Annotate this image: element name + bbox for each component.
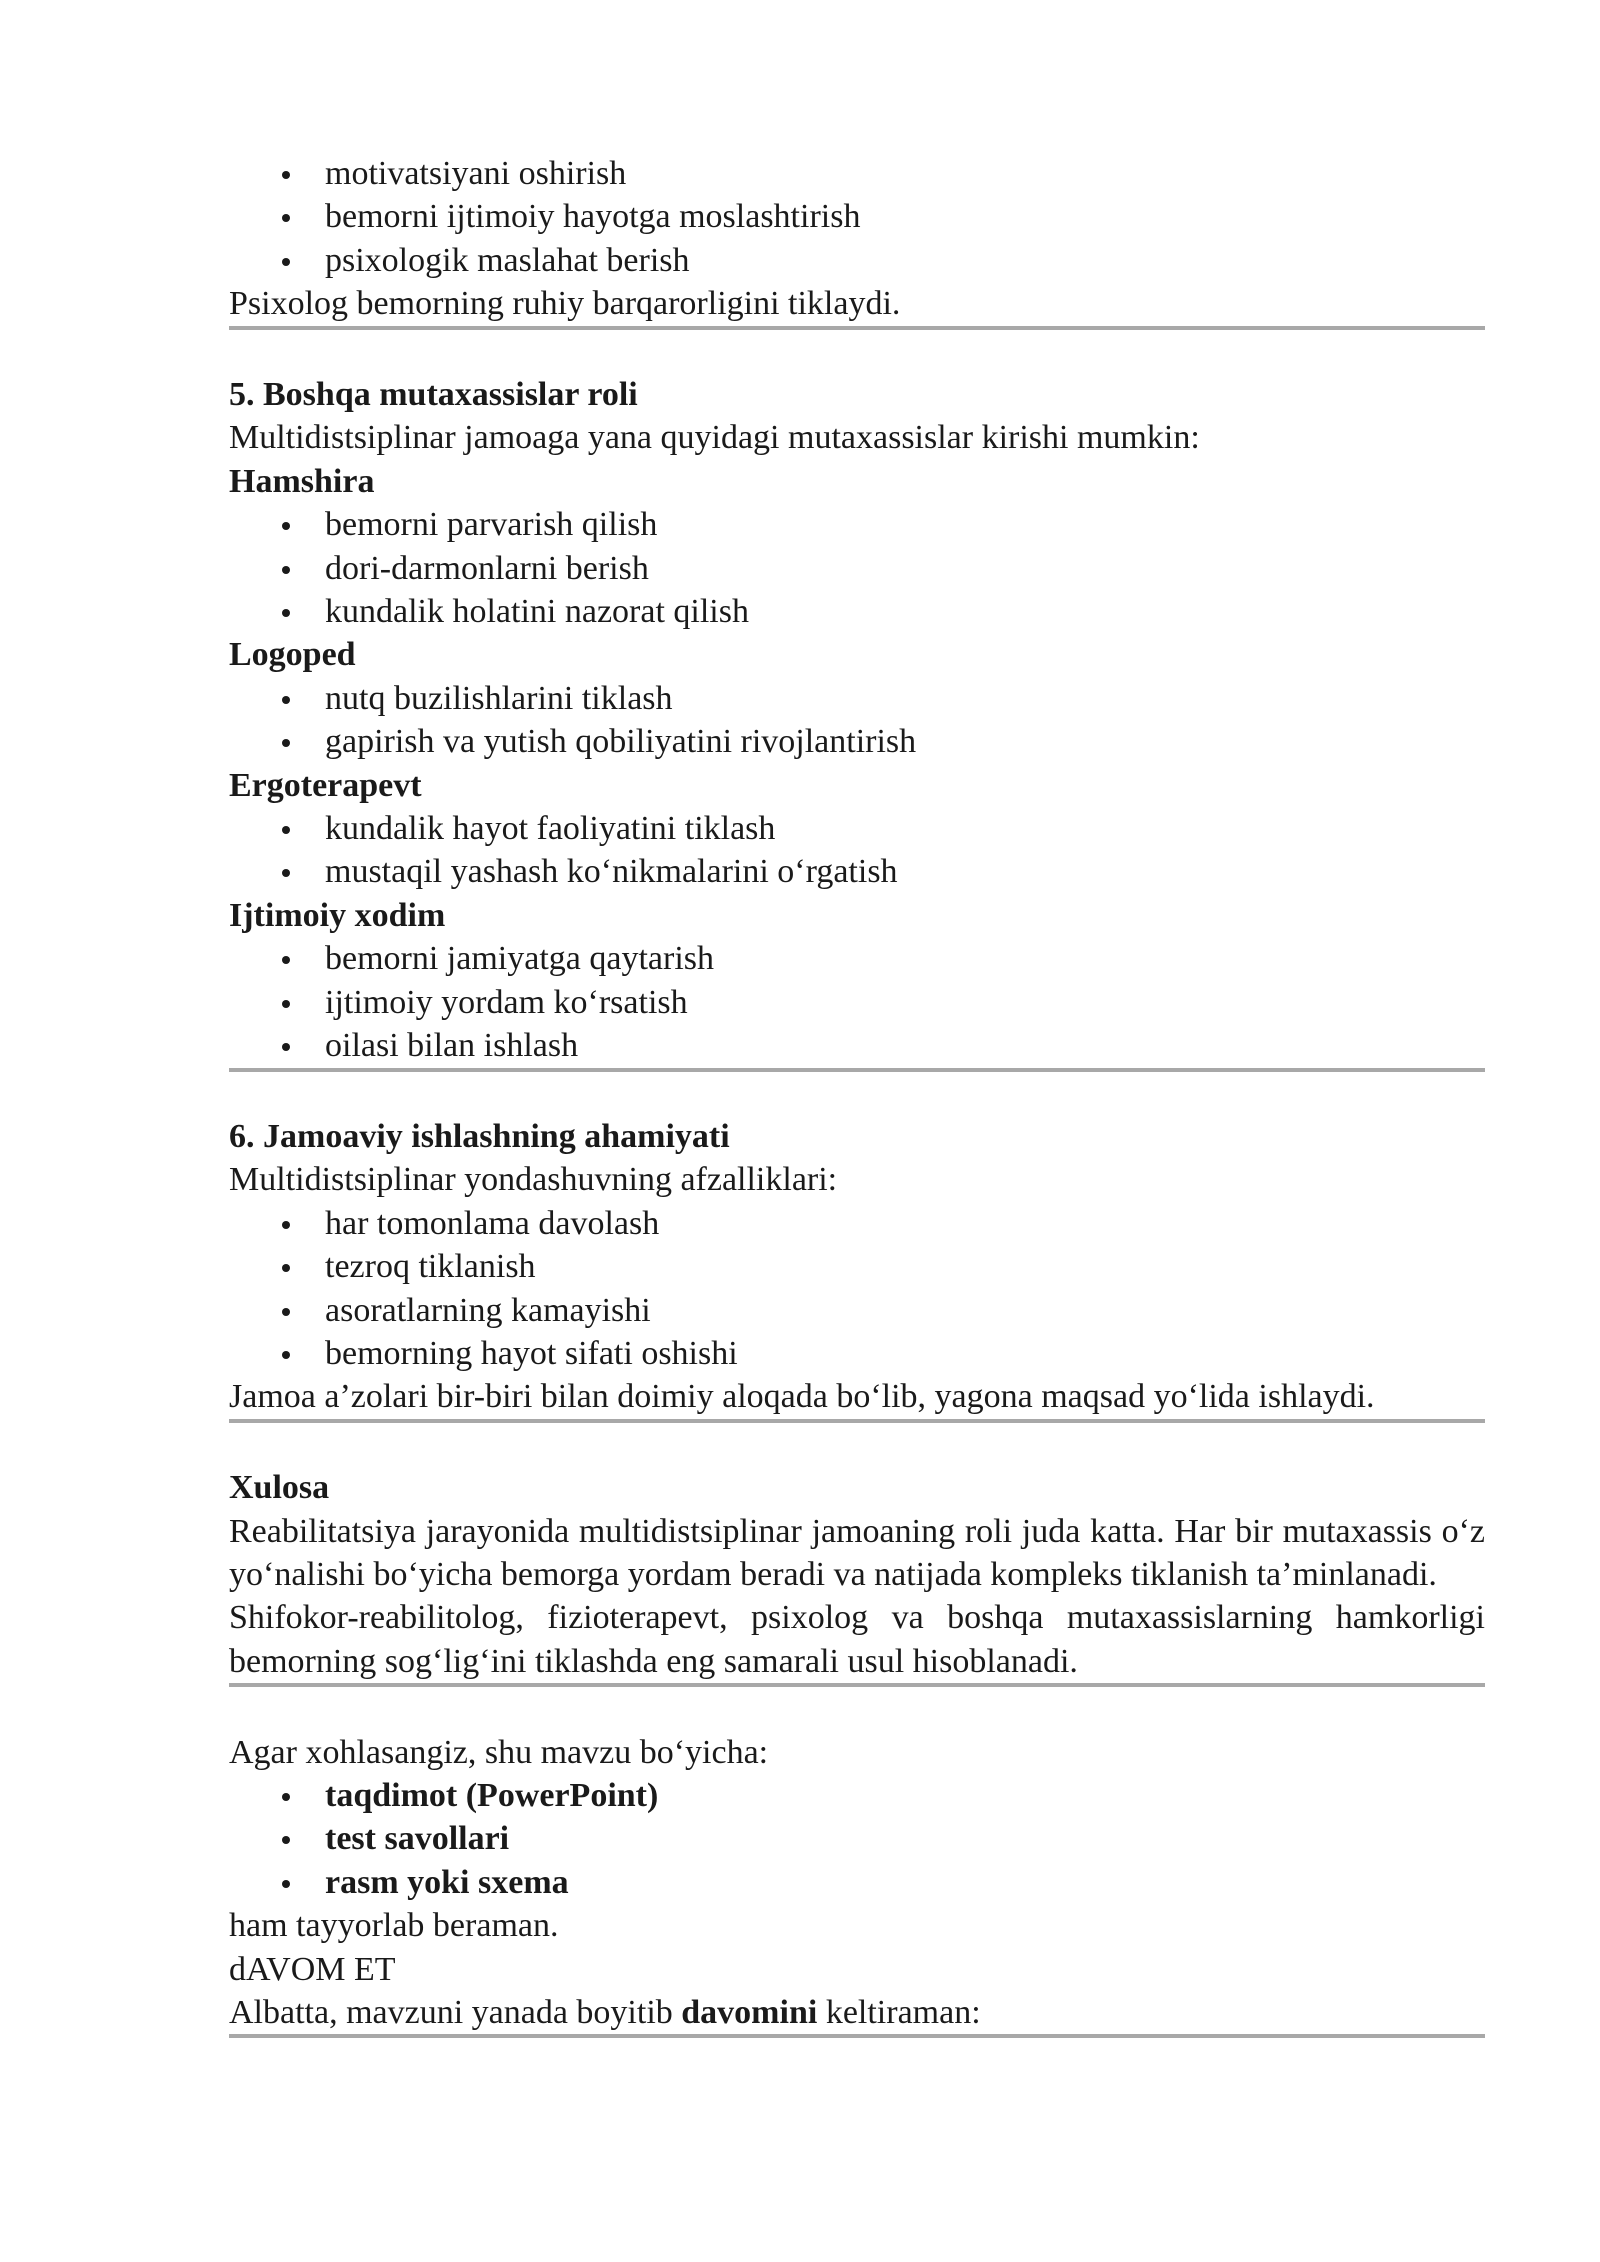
- list-item: kundalik hayot faoliyatini tiklash: [325, 807, 1485, 850]
- list-item: dori-darmonlarni berish: [325, 547, 1485, 590]
- list-item: bemorni jamiyatga qaytarish: [325, 937, 1485, 980]
- list-item: asoratlarning kamayishi: [325, 1289, 1485, 1332]
- list-item: motivatsiyani oshirish: [325, 152, 1485, 195]
- intro-summary: Psixolog bemorning ruhiy barqarorligini tiklaydi.: [229, 285, 901, 323]
- section-divider: [229, 2034, 1485, 2038]
- offer-intro: Agar xohlasangiz, shu mavzu bo‘yicha:: [229, 1733, 769, 1771]
- list-item: bemorning hayot sifati oshishi: [325, 1332, 1485, 1375]
- list-item: psixologik maslahat berish: [325, 239, 1485, 282]
- list-item: bemorni ijtimoiy hayotga moslashtirish: [325, 195, 1485, 238]
- list-item: har tomonlama davolash: [325, 1202, 1485, 1245]
- group-title-hamshira: Hamshira: [229, 462, 375, 500]
- group-title-ergoterapevt: Ergoterapevt: [229, 766, 422, 804]
- hamshira-list: [229, 503, 1485, 633]
- section-divider: [229, 1068, 1485, 1072]
- section6-intro: Multidistsiplinar yondashuvning afzalliklari:: [229, 1161, 838, 1199]
- section6-heading: 6. Jamoaviy ishlashning ahamiyati: [229, 1117, 730, 1155]
- list-item: mustaqil yashash ko‘nikmalarini o‘rgatish: [325, 850, 1485, 893]
- logoped-list: [229, 677, 1485, 764]
- offer-list: [229, 1774, 1485, 1904]
- ergoterapevt-list: [229, 807, 1485, 894]
- continue-prompt: dAVOM ET: [229, 1950, 396, 1988]
- list-item: test savollari: [325, 1817, 1485, 1860]
- section6-list: [229, 1202, 1485, 1376]
- section5-heading: 5. Boshqa mutaxassislar roli: [229, 376, 638, 414]
- final-line-bold: davomini: [681, 1994, 818, 2031]
- final-line-start: Albatta, mavzuni yanada boyitib: [229, 1994, 682, 2031]
- document-page: [229, 152, 1485, 2082]
- group-title-ijtimoiy-xodim: Ijtimoiy xodim: [229, 896, 446, 934]
- final-line: [229, 1991, 1485, 2034]
- intro-bullet-list: [229, 152, 1485, 282]
- list-item: oilasi bilan ishlash: [325, 1024, 1485, 1067]
- offer-outro: ham tayyorlab beraman.: [229, 1907, 559, 1945]
- list-item: bemorni parvarish qilish: [325, 503, 1485, 546]
- conclusion-heading: Xulosa: [229, 1469, 330, 1507]
- list-item: gapirish va yutish qobiliyatini rivojlantirish: [325, 720, 1485, 763]
- conclusion-paragraph-1: Reabilitatsiya jarayonida multidistsiplinar jamoaning roli juda katta. Har bir mutaxassis o‘z yo‘nalishi bo‘yicha bemorga yordam beradi va natijada kompleks tiklanish ta’minlanadi.: [229, 1512, 1485, 1593]
- section-divider: [229, 326, 1485, 330]
- section-divider: [229, 1419, 1485, 1423]
- group-title-logoped: Logoped: [229, 636, 356, 674]
- ijtimoiy-xodim-list: [229, 937, 1485, 1067]
- section6-summary: Jamoa a’zolari bir-biri bilan doimiy aloqada bo‘lib, yagona maqsad yo‘lida ishlaydi.: [229, 1378, 1375, 1416]
- conclusion-paragraph-2: Shifokor-reabilitolog, fizioterapevt, psixolog va boshqa mutaxassislarning hamkorligi bemorning sog‘lig‘ini tiklashda eng samarali usul hisoblanadi.: [229, 1599, 1485, 1680]
- list-item: tezroq tiklanish: [325, 1245, 1485, 1288]
- section5-intro: Multidistsiplinar jamoaga yana quyidagi mutaxassislar kirishi mumkin:: [229, 419, 1200, 457]
- final-line-end: keltiraman:: [817, 1994, 981, 2031]
- list-item: kundalik holatini nazorat qilish: [325, 590, 1485, 633]
- list-item: nutq buzilishlarini tiklash: [325, 677, 1485, 720]
- list-item: rasm yoki sxema: [325, 1861, 1485, 1904]
- section-divider: [229, 1683, 1485, 1687]
- list-item: ijtimoiy yordam ko‘rsatish: [325, 981, 1485, 1024]
- list-item: taqdimot (PowerPoint): [325, 1774, 1485, 1817]
